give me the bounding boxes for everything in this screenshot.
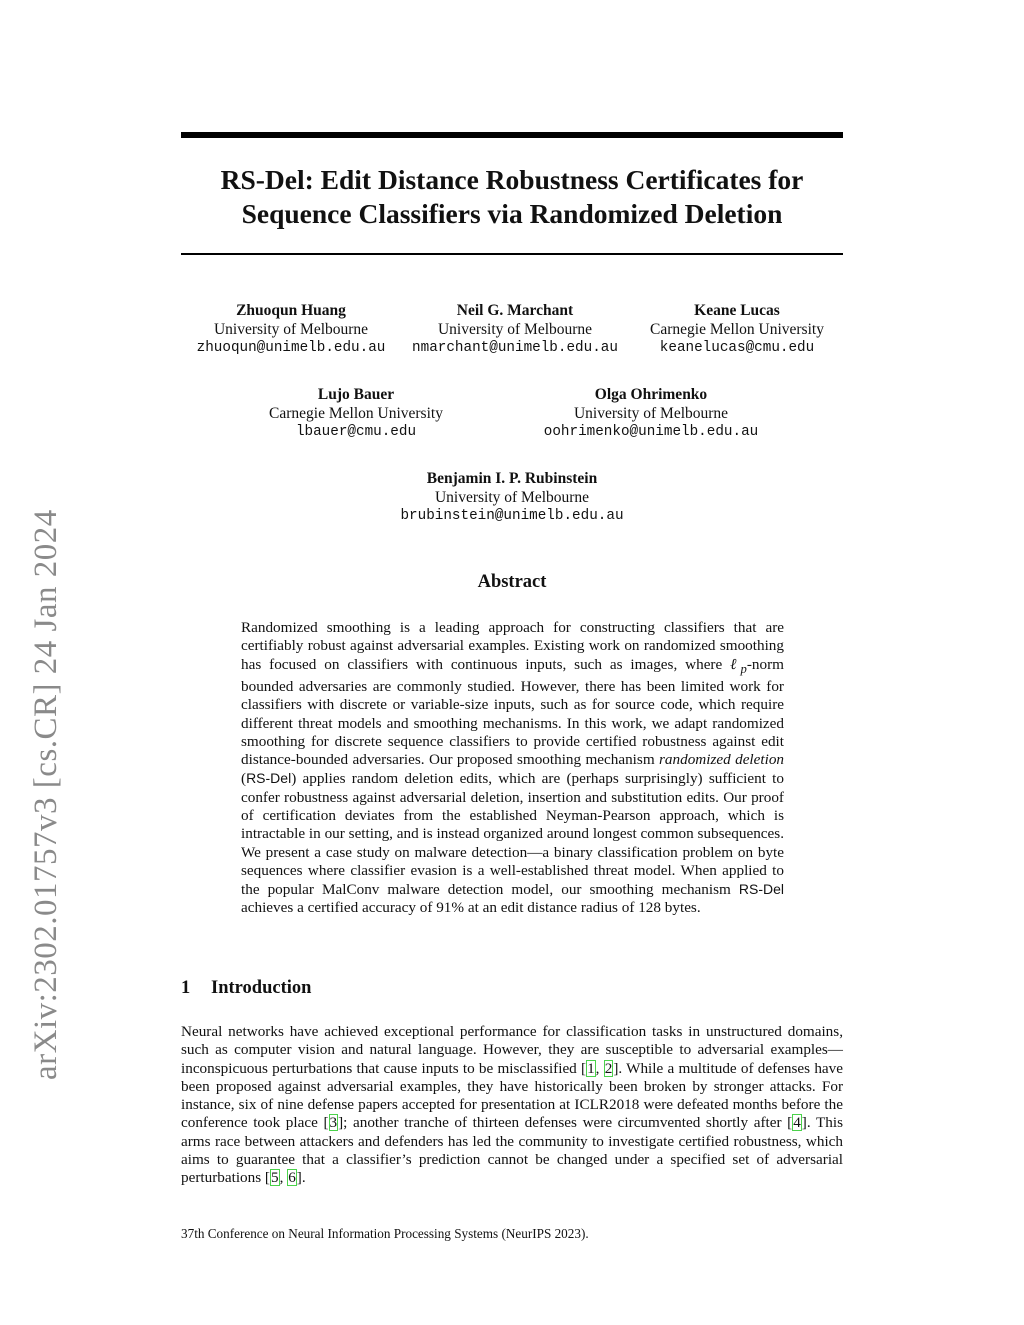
abstract-emphasis: randomized deletion <box>659 751 785 769</box>
citation-link[interactable]: 3 <box>329 1114 338 1132</box>
conference-footnote: 37th Conference on Neural Information Processing Systems (NeurIPS 2023). <box>181 1226 589 1241</box>
author-affiliation: University of Melbourne <box>573 405 729 422</box>
citation-link[interactable]: 5 <box>271 1169 279 1187</box>
author-name: Zhuoqun Huang <box>236 302 346 319</box>
author-email[interactable]: nmarchant@unimelb.edu.au <box>412 340 618 356</box>
abstract-part: achieves a certified accuracy of 91% at an edit distance radius of 128 bytes. <box>241 899 701 917</box>
author-block <box>526 385 776 442</box>
author-email[interactable]: zhuoqun@unimelb.edu.au <box>196 340 386 356</box>
author-name: Neil G. Marchant <box>456 302 574 319</box>
author-block <box>231 385 481 442</box>
paper-title <box>181 163 843 231</box>
citation-separator: , <box>279 1169 288 1187</box>
title-top-rule <box>181 132 843 138</box>
citation-link[interactable]: 2 <box>604 1059 613 1077</box>
method-name: RS-Del <box>738 881 785 898</box>
abstract-text <box>241 619 784 918</box>
intro-part: ]. While a multitude of defenses have been proposed against adversarial examples, they have historically been broken by stronger attacks. For instance, six of nine defense papers accepted for presentation at ICLR2018 were defeated months before the conference took place [ <box>181 1059 843 1132</box>
citation-link[interactable]: 1 <box>587 1059 595 1077</box>
section-title: Introduction <box>211 978 312 998</box>
author-name: Lujo Bauer <box>317 386 395 403</box>
lp-norm-subscript: p <box>740 661 747 676</box>
intro-part: ]; another tranche of thirteen defenses were circumvented shortly after [ <box>338 1114 793 1132</box>
method-name: RS-Del <box>246 770 292 787</box>
author-block <box>387 469 637 526</box>
abstract-part: ) applies random deletion edits, which are (perhaps surprisingly) sufficient to confer robustness against adversarial deletion, insertion and substitution edits. Our proof of certification deviates from the established Neyman-Pearson approach, which is intractable in our setting, and is instead organized around longest common subsequences. We present a case study on malware detection—a binary classification problem on byte sequences where classifier evasion is a well-established threat model. When applied to the popular MalConv malware detection model, our smoothing mechanism <box>241 770 784 899</box>
citation-link[interactable]: 6 <box>288 1169 296 1187</box>
author-affiliation: University of Melbourne <box>434 489 590 506</box>
author-block <box>166 301 416 358</box>
citation-separator: , <box>595 1059 604 1077</box>
abstract-part: -norm bounded adversaries are commonly studied. However, there has been limited work for classifiers with discrete or variable-size inputs, such as for source code, which require different threat models and smoothing mechanisms. In this work, we adapt randomized smoothing for discrete sequence classifiers to provide certified robustness against edit distance-bounded adversaries. Our proposed smoothing mechanism <box>241 655 784 769</box>
author-name: Keane Lucas <box>694 302 780 319</box>
author-email[interactable]: keanelucas@cmu.edu <box>659 340 815 356</box>
abstract-part: Randomized smoothing is a leading approach for constructing classifiers that are certifiably robust against adversarial examples. Existing work on randomized smoothing has focused on classifiers with continuous inputs, such as images, where <box>241 619 784 673</box>
intro-part: ]. <box>296 1169 306 1187</box>
section-heading-introduction <box>181 976 843 1000</box>
title-line-2: Sequence Classifiers via Randomized Deletion <box>241 198 783 229</box>
arxiv-stamp: arXiv:2302.01757v3 [cs.CR] 24 Jan 2024 <box>28 509 64 1080</box>
intro-part: ]. This arms race between attackers and defenders has led the community to investigate certified robustness, which aims to guarantee that a classifier’s prediction cannot be changed under a specified set of adversarial perturbations [ <box>181 1114 843 1187</box>
author-email[interactable]: oohrimenko@unimelb.edu.au <box>543 424 759 440</box>
title-line-1: RS-Del: Edit Distance Robustness Certificates for <box>220 164 804 195</box>
intro-part: Neural networks have achieved exceptional performance for classification tasks in unstructured domains, such as computer vision and natural language. However, they are susceptible to adversarial examples—inconspicuous perturbations that cause inputs to be misclassified [ <box>181 1023 843 1077</box>
author-affiliation: Carnegie Mellon University <box>650 321 824 338</box>
author-name: Benjamin I. P. Rubinstein <box>426 470 598 487</box>
author-email[interactable]: brubinstein@unimelb.edu.au <box>400 508 624 524</box>
introduction-text <box>181 1023 843 1188</box>
author-affiliation: University of Melbourne <box>437 321 593 338</box>
author-affiliation: University of Melbourne <box>213 321 369 338</box>
abstract-heading: Abstract <box>477 572 547 592</box>
section-number: 1 <box>181 978 191 998</box>
title-bottom-rule <box>181 253 843 255</box>
author-affiliation: Carnegie Mellon University <box>269 405 443 422</box>
abstract-paren: ( <box>241 770 247 788</box>
author-name: Olga Ohrimenko <box>594 386 708 403</box>
author-email[interactable]: lbauer@cmu.edu <box>295 424 417 440</box>
lp-norm-symbol: ℓ <box>730 655 741 673</box>
author-block <box>612 301 862 358</box>
author-block <box>390 301 640 358</box>
citation-link[interactable]: 4 <box>793 1114 801 1132</box>
